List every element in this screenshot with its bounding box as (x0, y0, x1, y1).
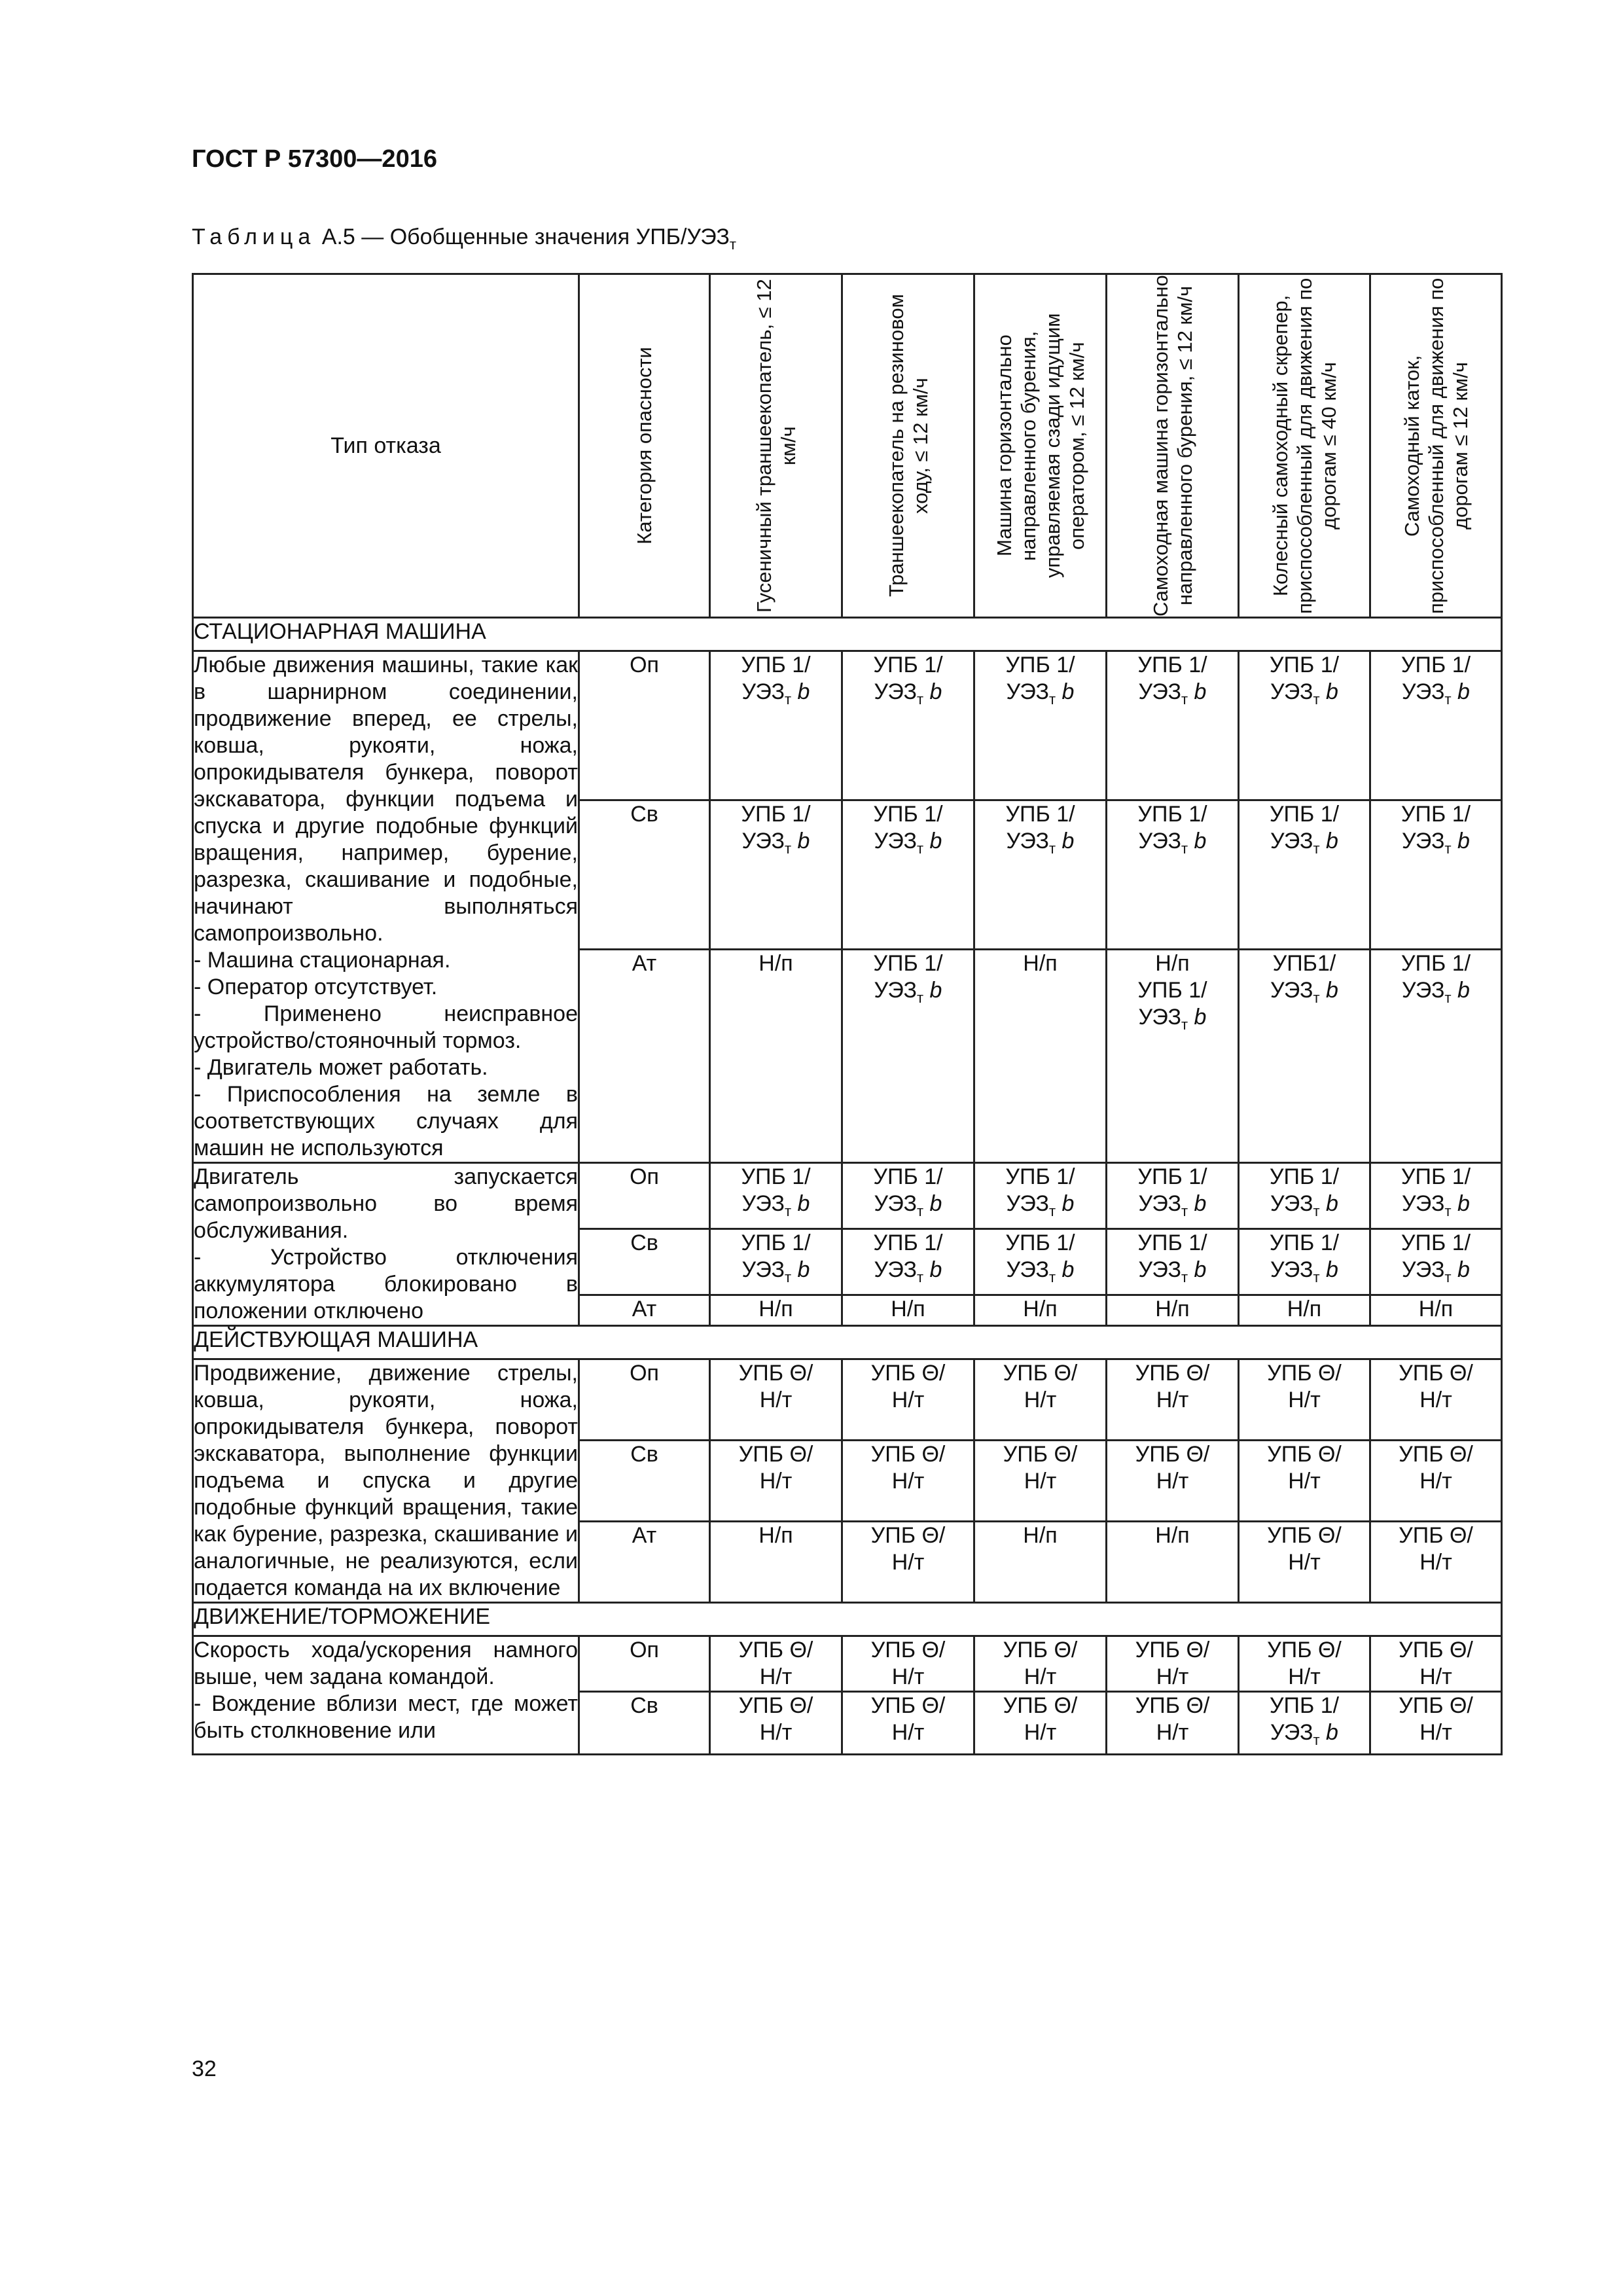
value-cell (710, 800, 842, 950)
table-row (193, 651, 1502, 800)
value-line: $УЭЗ_т$ b (874, 829, 942, 857)
value-line: УПБ 1/ (1005, 802, 1075, 827)
value-line: $УЭЗ_т$ b (741, 1257, 810, 1286)
value-cell (842, 1163, 974, 1229)
table-caption (192, 224, 736, 253)
value-line: УПБ 1/ (1137, 802, 1207, 827)
value-line: УПБ Θ/ (738, 1638, 813, 1662)
caption-table-word: Таблица (192, 224, 316, 249)
value-cell (1107, 1359, 1239, 1441)
hazard-category-cell: Св (579, 1441, 710, 1522)
failure-description (193, 1636, 579, 1755)
values-table (192, 273, 1503, 1755)
value-line: УПБ Θ/ (738, 1361, 813, 1386)
value-line: УПБ 1/ (1269, 1164, 1340, 1189)
value-cell (1239, 1295, 1370, 1326)
value-line: $УЭЗ_т$ b (874, 978, 942, 1007)
value-line: УПБ Θ/ (870, 1523, 946, 1548)
caption-subscript: т (729, 236, 736, 253)
value-cell (1239, 1441, 1370, 1522)
value-line: УПБ 1/ (873, 802, 943, 827)
value-line: УПБ 1/ (1005, 653, 1075, 677)
value-cell (974, 1441, 1107, 1522)
value-line: $УЭЗ_т$ b (1138, 829, 1207, 857)
document-standard-number: ГОСТ Р 57300—2016 (192, 145, 437, 173)
value-line: УПБ 1/ (873, 1164, 943, 1189)
value-line: УПБ 1/ (741, 1230, 811, 1256)
table-row (193, 1636, 1502, 1692)
header-machine-6-label: Самоходный каток, приспособленный для движения по дорогам ≤ 12 км/ч (1400, 278, 1472, 614)
value-line: УПБ Θ/ (1267, 1638, 1342, 1662)
value-line: УПБ 1/ (1400, 802, 1471, 827)
value-line: Н/т (1419, 1388, 1452, 1412)
value-line: Н/т (1419, 1469, 1452, 1494)
failure-condition-note: - Приспособления на земле в соответствующих случаях для машин не используются (194, 1082, 578, 1160)
value-cell (710, 1692, 842, 1755)
value-cell (1239, 651, 1370, 800)
value-cell (1107, 800, 1239, 950)
value-line: Н/п (1287, 1297, 1322, 1322)
header-machine-4 (1107, 274, 1239, 618)
value-line: Н/т (891, 1469, 925, 1494)
value-line: $УЭЗ_т$ b (1402, 1257, 1470, 1286)
value-cell (710, 1636, 842, 1692)
value-line: УПБ 1/ (1137, 653, 1207, 677)
value-line: УПБ Θ/ (1003, 1693, 1078, 1718)
value-line: УПБ 1/ (1137, 978, 1207, 1003)
value-line: УПБ 1/ (1137, 1164, 1207, 1189)
failure-description (193, 651, 579, 1163)
value-line: УПБ 1/ (873, 653, 943, 677)
value-cell (842, 950, 974, 1163)
value-line: Н/т (1156, 1469, 1189, 1494)
section-title: ДЕЙСТВУЮЩАЯ МАШИНА (193, 1326, 1502, 1359)
value-cell (1370, 1163, 1502, 1229)
hazard-category-cell: Оп (579, 1636, 710, 1692)
value-cell (842, 1229, 974, 1295)
value-cell (1370, 1229, 1502, 1295)
failure-condition-note: - Вождение вблизи мест, где может быть столкновение или (194, 1691, 578, 1743)
value-line: Н/т (759, 1664, 793, 1689)
table-row (193, 1359, 1502, 1441)
value-cell (842, 800, 974, 950)
value-line: УПБ Θ/ (1135, 1638, 1210, 1662)
hazard-category-cell: Оп (579, 651, 710, 800)
header-machine-2 (842, 274, 974, 618)
value-line: УПБ 1/ (1269, 1693, 1340, 1718)
value-line: УПБ Θ/ (1399, 1523, 1473, 1548)
value-line: УПБ 1/ (741, 802, 811, 827)
value-line: Н/п (1155, 1297, 1190, 1322)
value-line: $УЭЗ_т$ b (1006, 1191, 1075, 1219)
value-line: УПБ 1/ (741, 653, 811, 677)
failure-condition-note: - Машина стационарная. (194, 948, 451, 973)
value-line: УПБ Θ/ (1135, 1442, 1210, 1467)
value-cell (710, 1359, 842, 1441)
value-line: Н/т (1156, 1388, 1189, 1412)
header-machine-3 (974, 274, 1107, 618)
value-cell (1239, 950, 1370, 1163)
value-line: Н/т (1024, 1388, 1057, 1412)
value-cell (1239, 1229, 1370, 1295)
failure-description (193, 1359, 579, 1603)
page-number: 32 (192, 2056, 217, 2081)
value-cell (1107, 1163, 1239, 1229)
failure-condition-note: - Применено неисправное устройство/стояночный тормоз. (194, 1001, 578, 1053)
value-line: Н/п (1155, 951, 1190, 977)
value-line: УПБ 1/ (1400, 653, 1471, 677)
value-line: Н/т (1419, 1664, 1452, 1689)
value-line: $УЭЗ_т$ b (1270, 679, 1338, 708)
value-line: УПБ Θ/ (870, 1442, 946, 1467)
header-hazard-category-label: Категория опасности (633, 347, 656, 545)
value-line: УПБ Θ/ (1399, 1442, 1473, 1467)
section-title: ДВИЖЕНИЕ/ТОРМОЖЕНИЕ (193, 1603, 1502, 1636)
hazard-category-cell: Оп (579, 1163, 710, 1229)
value-line: Н/т (1288, 1469, 1321, 1494)
value-line: УПБ Θ/ (1399, 1638, 1473, 1662)
value-line: $УЭЗ_т$ b (1138, 1005, 1207, 1033)
value-cell (842, 1522, 974, 1603)
value-cell (974, 800, 1107, 950)
caption-text: А.5 — Обобщенные значения УПБ/УЭЗ (321, 224, 730, 249)
value-line: Н/т (891, 1720, 925, 1745)
value-line: УПБ 1/ (1400, 951, 1471, 977)
section-row (193, 618, 1502, 651)
value-line: $УЭЗ_т$ b (1006, 679, 1075, 708)
value-line: $УЭЗ_т$ b (874, 1191, 942, 1219)
value-line: Н/т (1419, 1550, 1452, 1575)
failure-condition-note: - Устройство отключения аккумулятора блокировано в положении отключено (194, 1245, 578, 1323)
header-machine-1 (710, 274, 842, 618)
hazard-category-cell: Ат (579, 950, 710, 1163)
value-line: УПБ Θ/ (1267, 1442, 1342, 1467)
value-cell (1107, 1441, 1239, 1522)
value-cell (1370, 1522, 1502, 1603)
value-cell (1107, 950, 1239, 1163)
hazard-category-cell: Оп (579, 1359, 710, 1441)
failure-description-text: Скорость хода/ускорения намного выше, чем задана командой. (194, 1638, 578, 1689)
value-cell (1370, 1692, 1502, 1755)
value-line: УПБ 1/ (873, 951, 943, 977)
value-cell (1370, 651, 1502, 800)
value-cell (710, 1295, 842, 1326)
value-cell (710, 651, 842, 800)
value-line: $УЭЗ_т$ b (1138, 1191, 1207, 1219)
value-line: $УЭЗ_т$ b (741, 1191, 810, 1219)
value-line: $УЭЗ_т$ b (1402, 829, 1470, 857)
value-cell (1370, 1295, 1502, 1326)
value-line: Н/т (1024, 1664, 1057, 1689)
value-line: Н/т (1156, 1664, 1189, 1689)
value-cell (1239, 800, 1370, 950)
section-row (193, 1603, 1502, 1636)
value-line: УПБ 1/ (1269, 653, 1340, 677)
value-line: Н/п (758, 951, 793, 977)
hazard-category-cell: Св (579, 1229, 710, 1295)
value-cell (710, 1163, 842, 1229)
value-line: УПБ Θ/ (870, 1693, 946, 1718)
failure-condition-note: - Оператор отсутствует. (194, 975, 438, 999)
header-machine-4-label: Самоходная машина горизонтально направленного бурения, ≤ 12 км/ч (1149, 275, 1196, 617)
value-line: Н/т (1288, 1550, 1321, 1575)
value-line: УПБ Θ/ (1267, 1361, 1342, 1386)
value-cell (974, 651, 1107, 800)
value-cell (842, 1359, 974, 1441)
hazard-category-cell: Св (579, 800, 710, 950)
header-machine-5-label: Колесный самоходный скрепер, приспособленный для движения по дорогам ≤ 40 км/ч (1268, 278, 1340, 614)
value-line: $УЭЗ_т$ b (1402, 1191, 1470, 1219)
value-line: Н/т (1288, 1388, 1321, 1412)
hazard-category-cell: Ат (579, 1295, 710, 1326)
value-cell (1107, 1636, 1239, 1692)
value-line: Н/п (758, 1297, 793, 1322)
value-line: УПБ Θ/ (1003, 1361, 1078, 1386)
value-cell (1370, 1636, 1502, 1692)
value-cell (1107, 1295, 1239, 1326)
value-cell (842, 1441, 974, 1522)
failure-description-text: Любые движения машины, такие как в шарнирном соединении, продвижение вперед, ее стрелы, ковша, рукояти, ножа, опрокидывателя бункера, поворот экскаватора, функции подъема и спуска и другие подобные функций вращения, например, бурение, разрезка, скашивание и подобные, начинают выполняться самопроизвольно. (194, 653, 578, 946)
value-cell (1370, 950, 1502, 1163)
value-line: Н/п (1418, 1297, 1454, 1322)
value-line: УПБ 1/ (1400, 1164, 1471, 1189)
value-cell (842, 1295, 974, 1326)
value-line: УПБ Θ/ (1003, 1442, 1078, 1467)
value-line: $УЭЗ_т$ b (741, 829, 810, 857)
value-line: $УЭЗ_т$ b (874, 1257, 942, 1286)
value-cell (842, 1692, 974, 1755)
value-line: УПБ 1/ (873, 1230, 943, 1256)
value-cell (974, 1359, 1107, 1441)
value-line: $УЭЗ_т$ b (1270, 1720, 1338, 1748)
value-line: УПБ Θ/ (738, 1442, 813, 1467)
value-line: $УЭЗ_т$ b (1006, 1257, 1075, 1286)
value-cell (974, 1229, 1107, 1295)
value-line: Н/т (759, 1720, 793, 1745)
section-row (193, 1326, 1502, 1359)
header-failure-type-label: Тип отказа (330, 433, 441, 458)
value-line: УПБ Θ/ (870, 1638, 946, 1662)
value-cell (710, 1229, 842, 1295)
value-line: УПБ Θ/ (1135, 1361, 1210, 1386)
value-line: Н/т (1156, 1720, 1189, 1745)
value-cell (974, 1163, 1107, 1229)
failure-description (193, 1163, 579, 1326)
value-line: $УЭЗ_т$ b (1402, 978, 1470, 1007)
value-line: УПБ Θ/ (1267, 1523, 1342, 1548)
header-failure-type (193, 274, 579, 618)
value-line: Н/п (1023, 1297, 1058, 1322)
header-machine-6 (1370, 274, 1502, 618)
value-cell (1370, 1359, 1502, 1441)
value-cell (974, 1636, 1107, 1692)
value-line: $УЭЗ_т$ b (1270, 829, 1338, 857)
value-line: $УЭЗ_т$ b (1006, 829, 1075, 857)
value-line: Н/т (1024, 1469, 1057, 1494)
header-machine-1-label: Гусеничный траншеекопатель, ≤ 12 км/ч (752, 279, 800, 613)
value-line: Н/п (758, 1523, 793, 1548)
value-cell (1370, 800, 1502, 950)
value-line: УПБ 1/ (1137, 1230, 1207, 1256)
value-line: $УЭЗ_т$ b (741, 679, 810, 708)
value-line: УПБ 1/ (1400, 1230, 1471, 1256)
value-line: $УЭЗ_т$ b (1270, 1257, 1338, 1286)
header-machine-5 (1239, 274, 1370, 618)
failure-description-text: Двигатель запускается самопроизвольно во время обслуживания. (194, 1164, 578, 1243)
value-cell (1239, 1636, 1370, 1692)
value-cell (974, 1522, 1107, 1603)
failure-description-text: Продвижение, движение стрелы, ковша, рукояти, ножа, опрокидывателя бункера, поворот экскаватора, выполнение функции подъема и спуска и другие подобные функций вращения, такие как бурение, разрезка, скашивание и аналогичные, не реализуются, если подается команда на их включение (194, 1361, 578, 1600)
value-line: Н/т (891, 1550, 925, 1575)
value-line: Н/т (759, 1388, 793, 1412)
value-line: Н/т (891, 1388, 925, 1412)
value-line: УПБ Θ/ (1003, 1638, 1078, 1662)
value-line: $УЭЗ_т$ b (1270, 978, 1338, 1007)
value-cell (710, 1522, 842, 1603)
hazard-category-cell: Ат (579, 1522, 710, 1603)
table-row (193, 1163, 1502, 1229)
value-line: УПБ 1/ (1269, 1230, 1340, 1256)
value-cell (1107, 1229, 1239, 1295)
value-cell (974, 1692, 1107, 1755)
value-line: УПБ Θ/ (870, 1361, 946, 1386)
header-hazard-category (579, 274, 710, 618)
value-line: УПБ1/ (1272, 951, 1336, 977)
value-cell (1239, 1359, 1370, 1441)
value-line: УПБ Θ/ (1399, 1693, 1473, 1718)
failure-condition-note: - Двигатель может работать. (194, 1055, 488, 1080)
value-line: $УЭЗ_т$ b (1138, 679, 1207, 708)
value-line: $УЭЗ_т$ b (1270, 1191, 1338, 1219)
header-machine-3-label: Машина горизонтально направленного бурения, управляемая сзади идущим оператором, ≤ 12 км/ч (992, 313, 1088, 579)
value-line: Н/т (1288, 1664, 1321, 1689)
value-cell (1239, 1522, 1370, 1603)
value-cell (974, 950, 1107, 1163)
value-line: УПБ 1/ (1005, 1230, 1075, 1256)
value-cell (842, 651, 974, 800)
header-machine-2-label: Траншеекопатель на резиновом ходу, ≤ 12 км/ч (884, 294, 932, 598)
value-cell (1107, 1692, 1239, 1755)
value-line: УПБ Θ/ (1135, 1693, 1210, 1718)
value-cell (1239, 1163, 1370, 1229)
value-line: УПБ Θ/ (1399, 1361, 1473, 1386)
table-header-row (193, 274, 1502, 618)
value-cell (710, 950, 842, 1163)
hazard-category-cell: Св (579, 1692, 710, 1755)
value-line: УПБ Θ/ (738, 1693, 813, 1718)
value-cell (1107, 1522, 1239, 1603)
value-cell (710, 1441, 842, 1522)
value-cell (974, 1295, 1107, 1326)
value-cell (1370, 1441, 1502, 1522)
value-line: Н/п (1023, 951, 1058, 977)
value-line: Н/п (1155, 1523, 1190, 1548)
value-line: Н/т (891, 1664, 925, 1689)
value-line: $УЭЗ_т$ b (1402, 679, 1470, 708)
value-cell (842, 1636, 974, 1692)
value-line: УПБ 1/ (741, 1164, 811, 1189)
value-line: $УЭЗ_т$ b (1138, 1257, 1207, 1286)
value-cell (1239, 1692, 1370, 1755)
value-line: Н/т (759, 1469, 793, 1494)
section-title: СТАЦИОНАРНАЯ МАШИНА (193, 618, 1502, 651)
value-line: Н/т (1419, 1720, 1452, 1745)
value-line: Н/п (891, 1297, 925, 1322)
value-line: Н/п (1023, 1523, 1058, 1548)
value-line: $УЭЗ_т$ b (874, 679, 942, 708)
value-cell (1107, 651, 1239, 800)
value-line: Н/т (1024, 1720, 1057, 1745)
value-line: УПБ 1/ (1269, 802, 1340, 827)
value-line: УПБ 1/ (1005, 1164, 1075, 1189)
